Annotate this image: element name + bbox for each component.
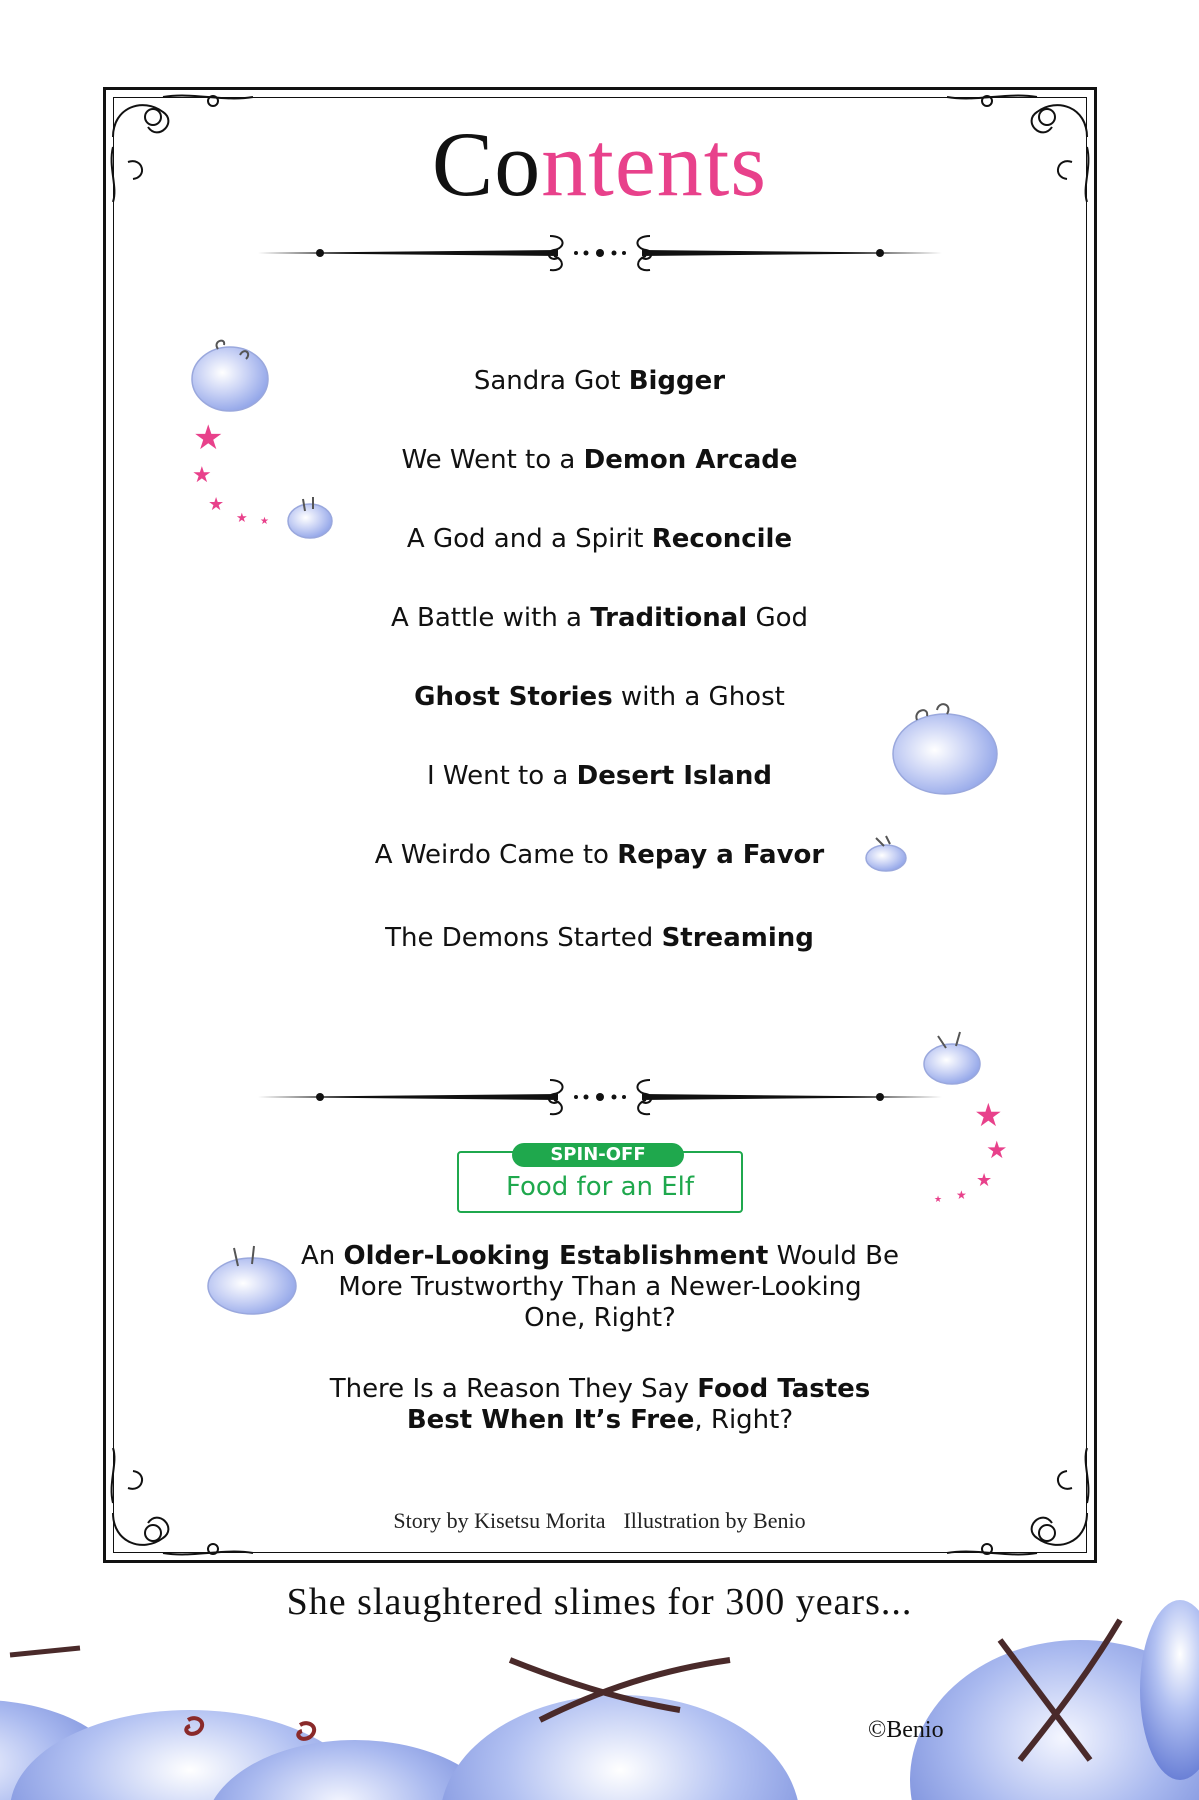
page-title [0,113,1199,215]
title-part: t [588,113,615,215]
credits [0,1508,1199,1534]
spinoff-story-2 [300,1374,900,1436]
slime-icon [918,1028,984,1088]
story-text-bold: Food Tastes [697,1374,871,1404]
star-icon: ★ [956,1188,967,1202]
inner-frame [113,97,1087,1553]
chapter-text-bold: Traditional [590,603,748,633]
corner-flourish-bottom-left [103,1443,263,1563]
spinoff-story-1 [300,1241,900,1334]
story-text: There Is a Reason They Say [329,1374,698,1404]
story-text-bold: Best When It’s Free [406,1405,695,1435]
star-icon: ★ [236,510,248,525]
chapter-text: Sandra Got [473,366,629,396]
chapter-text: I Went to a [427,761,577,791]
chapter-text-bold: Reconcile [651,524,793,554]
chapter-text-bold: Repay a Favor [617,840,825,870]
chapter-6 [0,761,1199,791]
star-icon: ★ [986,1137,1008,1164]
chapter-text-bold: Ghost Stories [414,682,613,712]
illustration-credit: Illustration by Benio [623,1508,806,1533]
slime-crowd-illustration [0,1560,1199,1800]
chapter-text: The Demons Started [385,923,662,953]
title-part: e [614,113,657,215]
copyright: ©Benio [868,1717,944,1743]
title-part: n [541,113,589,215]
chapter-text: A Battle with a [390,603,591,633]
story-text-bold: Older-Looking Establishment [343,1241,769,1271]
title-part: Co [431,113,542,215]
chapter-text-bold: Bigger [628,366,726,396]
story-text: An [300,1241,344,1271]
slime-icon [283,493,337,541]
star-icon: ★ [193,419,224,457]
chapter-text: We Went to a [401,445,584,475]
slime-icon [204,1240,300,1320]
chapter-text: with a Ghost [612,682,785,712]
star-icon: ★ [934,1194,943,1204]
chapter-text: A Weirdo Came to [374,840,618,870]
corner-flourish-bottom-right [937,1443,1097,1563]
ornamental-divider-top [258,228,942,278]
spinoff-tag: SPIN-OFF [512,1143,684,1167]
story-line [300,1374,900,1405]
story-text: , Right? [694,1405,794,1435]
star-icon: ★ [976,1170,993,1190]
title-part: n [656,113,704,215]
chapter-text-bold: Demon Arcade [583,445,798,475]
chapter-8 [0,923,1199,953]
story-line [300,1241,900,1272]
story-line: More Trustworthy Than a Newer-Looking [338,1272,862,1302]
spinoff-title: Food for an Elf [505,1172,695,1202]
star-icon: ★ [974,1097,1003,1133]
story-credit: Story by Kisetsu Morita [393,1508,606,1533]
chapter-5 [0,682,1199,712]
chapter-text-bold: Desert Island [576,761,772,791]
star-icon: ★ [260,516,269,527]
chapter-text-bold: Streaming [661,923,814,953]
slime-icon [862,832,910,874]
chapter-3 [0,524,1199,554]
star-icon: ★ [208,494,225,514]
star-icon: ★ [192,462,212,487]
slime-icon [188,335,276,417]
story-line: One, Right? [524,1303,676,1333]
chapter-1 [0,366,1199,396]
ornamental-divider-middle [258,1072,942,1122]
slime-icon [887,700,1005,800]
title-part: ts [703,113,768,215]
chapter-text: God [747,603,809,633]
story-line [300,1405,900,1436]
chapter-7 [0,840,1199,870]
story-text: Would Be [768,1241,900,1271]
chapter-text: A God and a Spirit [406,524,652,554]
chapter-4 [0,603,1199,633]
tagline: She slaughtered slimes for 300 years... [286,1581,913,1623]
chapter-2 [0,445,1199,475]
